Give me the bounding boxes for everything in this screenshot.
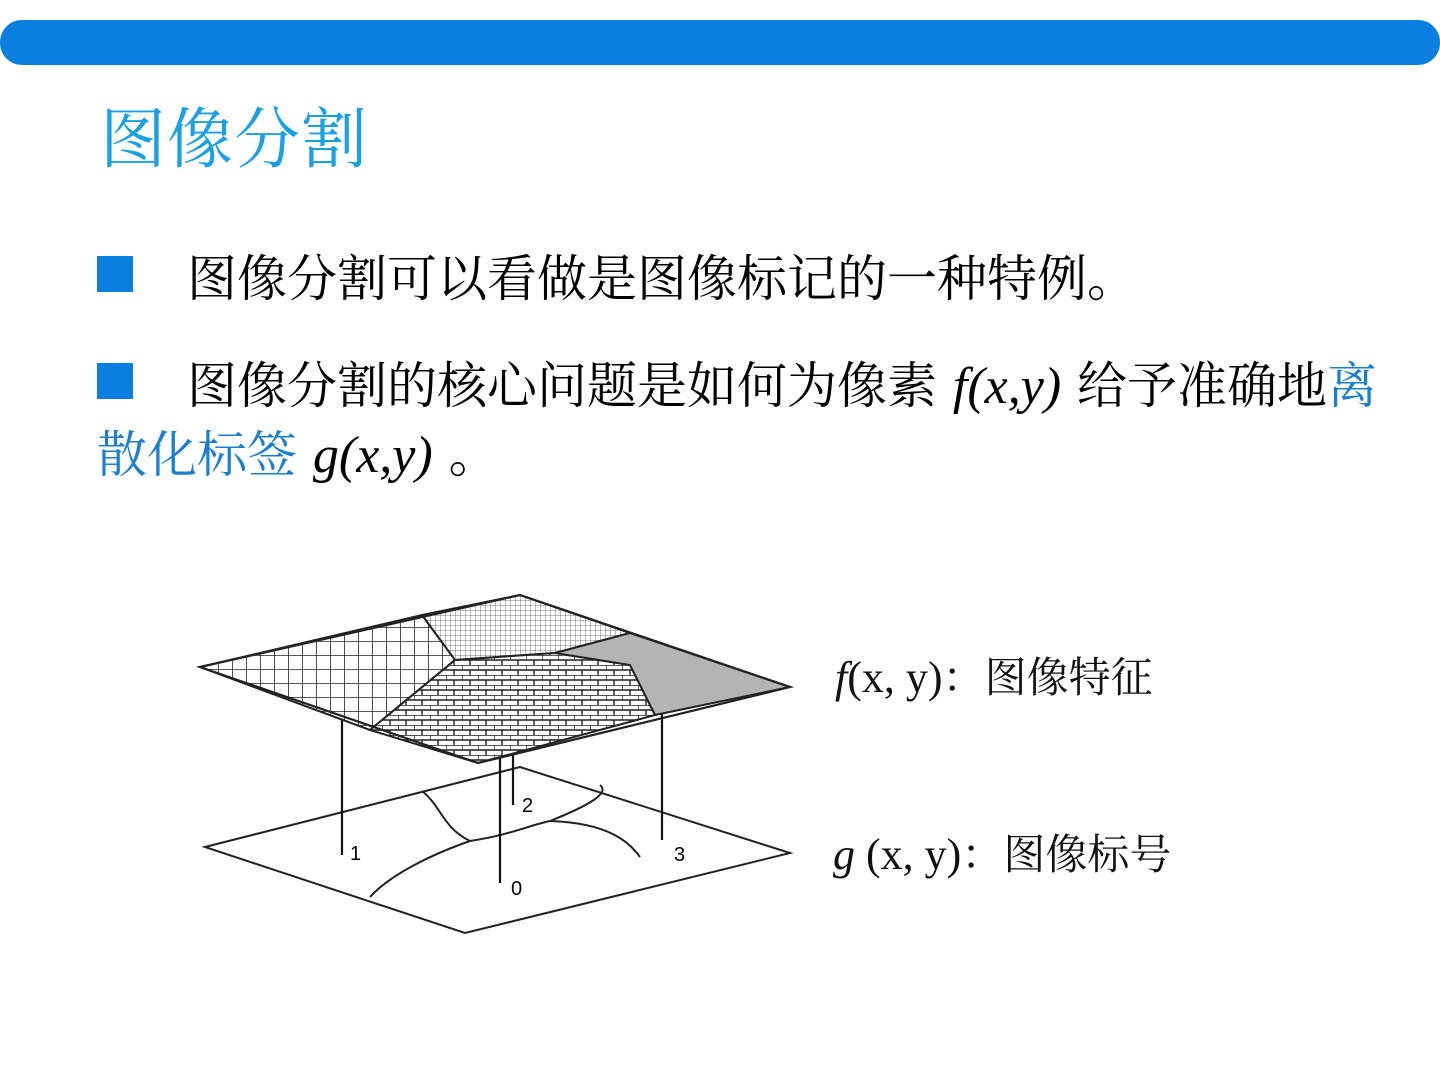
label-func-args: (x, y) bbox=[855, 830, 962, 879]
bullet-text-2c: 。 bbox=[432, 426, 499, 484]
region-label-0: 0 bbox=[511, 878, 523, 900]
bullet-item-1 bbox=[97, 245, 1387, 313]
square-bullet-icon bbox=[97, 363, 133, 399]
region-label-2: 2 bbox=[522, 795, 534, 817]
region-label-3: 3 bbox=[674, 844, 686, 866]
slide-title: 图像分割 bbox=[100, 101, 368, 178]
label-map-sep: ： bbox=[961, 830, 1004, 879]
bullet-item-2 bbox=[97, 352, 1387, 490]
feature-label-sep: ： bbox=[942, 653, 985, 702]
bullet-text-2a: 图像分割的核心问题是如何为像素 bbox=[187, 357, 953, 415]
highlight-discrete-label: 离散化标签 bbox=[97, 357, 1378, 484]
segmentation-diagram-svg bbox=[190, 585, 1230, 945]
label-plane bbox=[205, 767, 790, 933]
math-g-xy: g(x,y) bbox=[312, 427, 433, 484]
bullet-text-2b: 给予准确地 bbox=[1061, 357, 1328, 415]
label-func-symbol: g bbox=[833, 830, 855, 879]
feature-label-caption: 图像特征 bbox=[984, 653, 1153, 702]
label-map-label bbox=[833, 822, 1171, 882]
feature-func-args: (x, y) bbox=[847, 653, 943, 702]
feature-func-symbol: f bbox=[835, 653, 848, 702]
square-bullet-icon bbox=[97, 256, 133, 292]
label-map-caption: 图像标号 bbox=[1003, 830, 1172, 879]
bullet-text-1: 图像分割可以看做是图像标记的一种特例。 bbox=[187, 250, 1137, 308]
top-banner-bar bbox=[0, 20, 1440, 65]
segmentation-diagram bbox=[190, 585, 1230, 945]
math-f-xy: f(x,y) bbox=[952, 358, 1062, 415]
feature-label bbox=[835, 645, 1153, 705]
feature-plane bbox=[200, 595, 790, 763]
region-label-1: 1 bbox=[350, 843, 362, 865]
